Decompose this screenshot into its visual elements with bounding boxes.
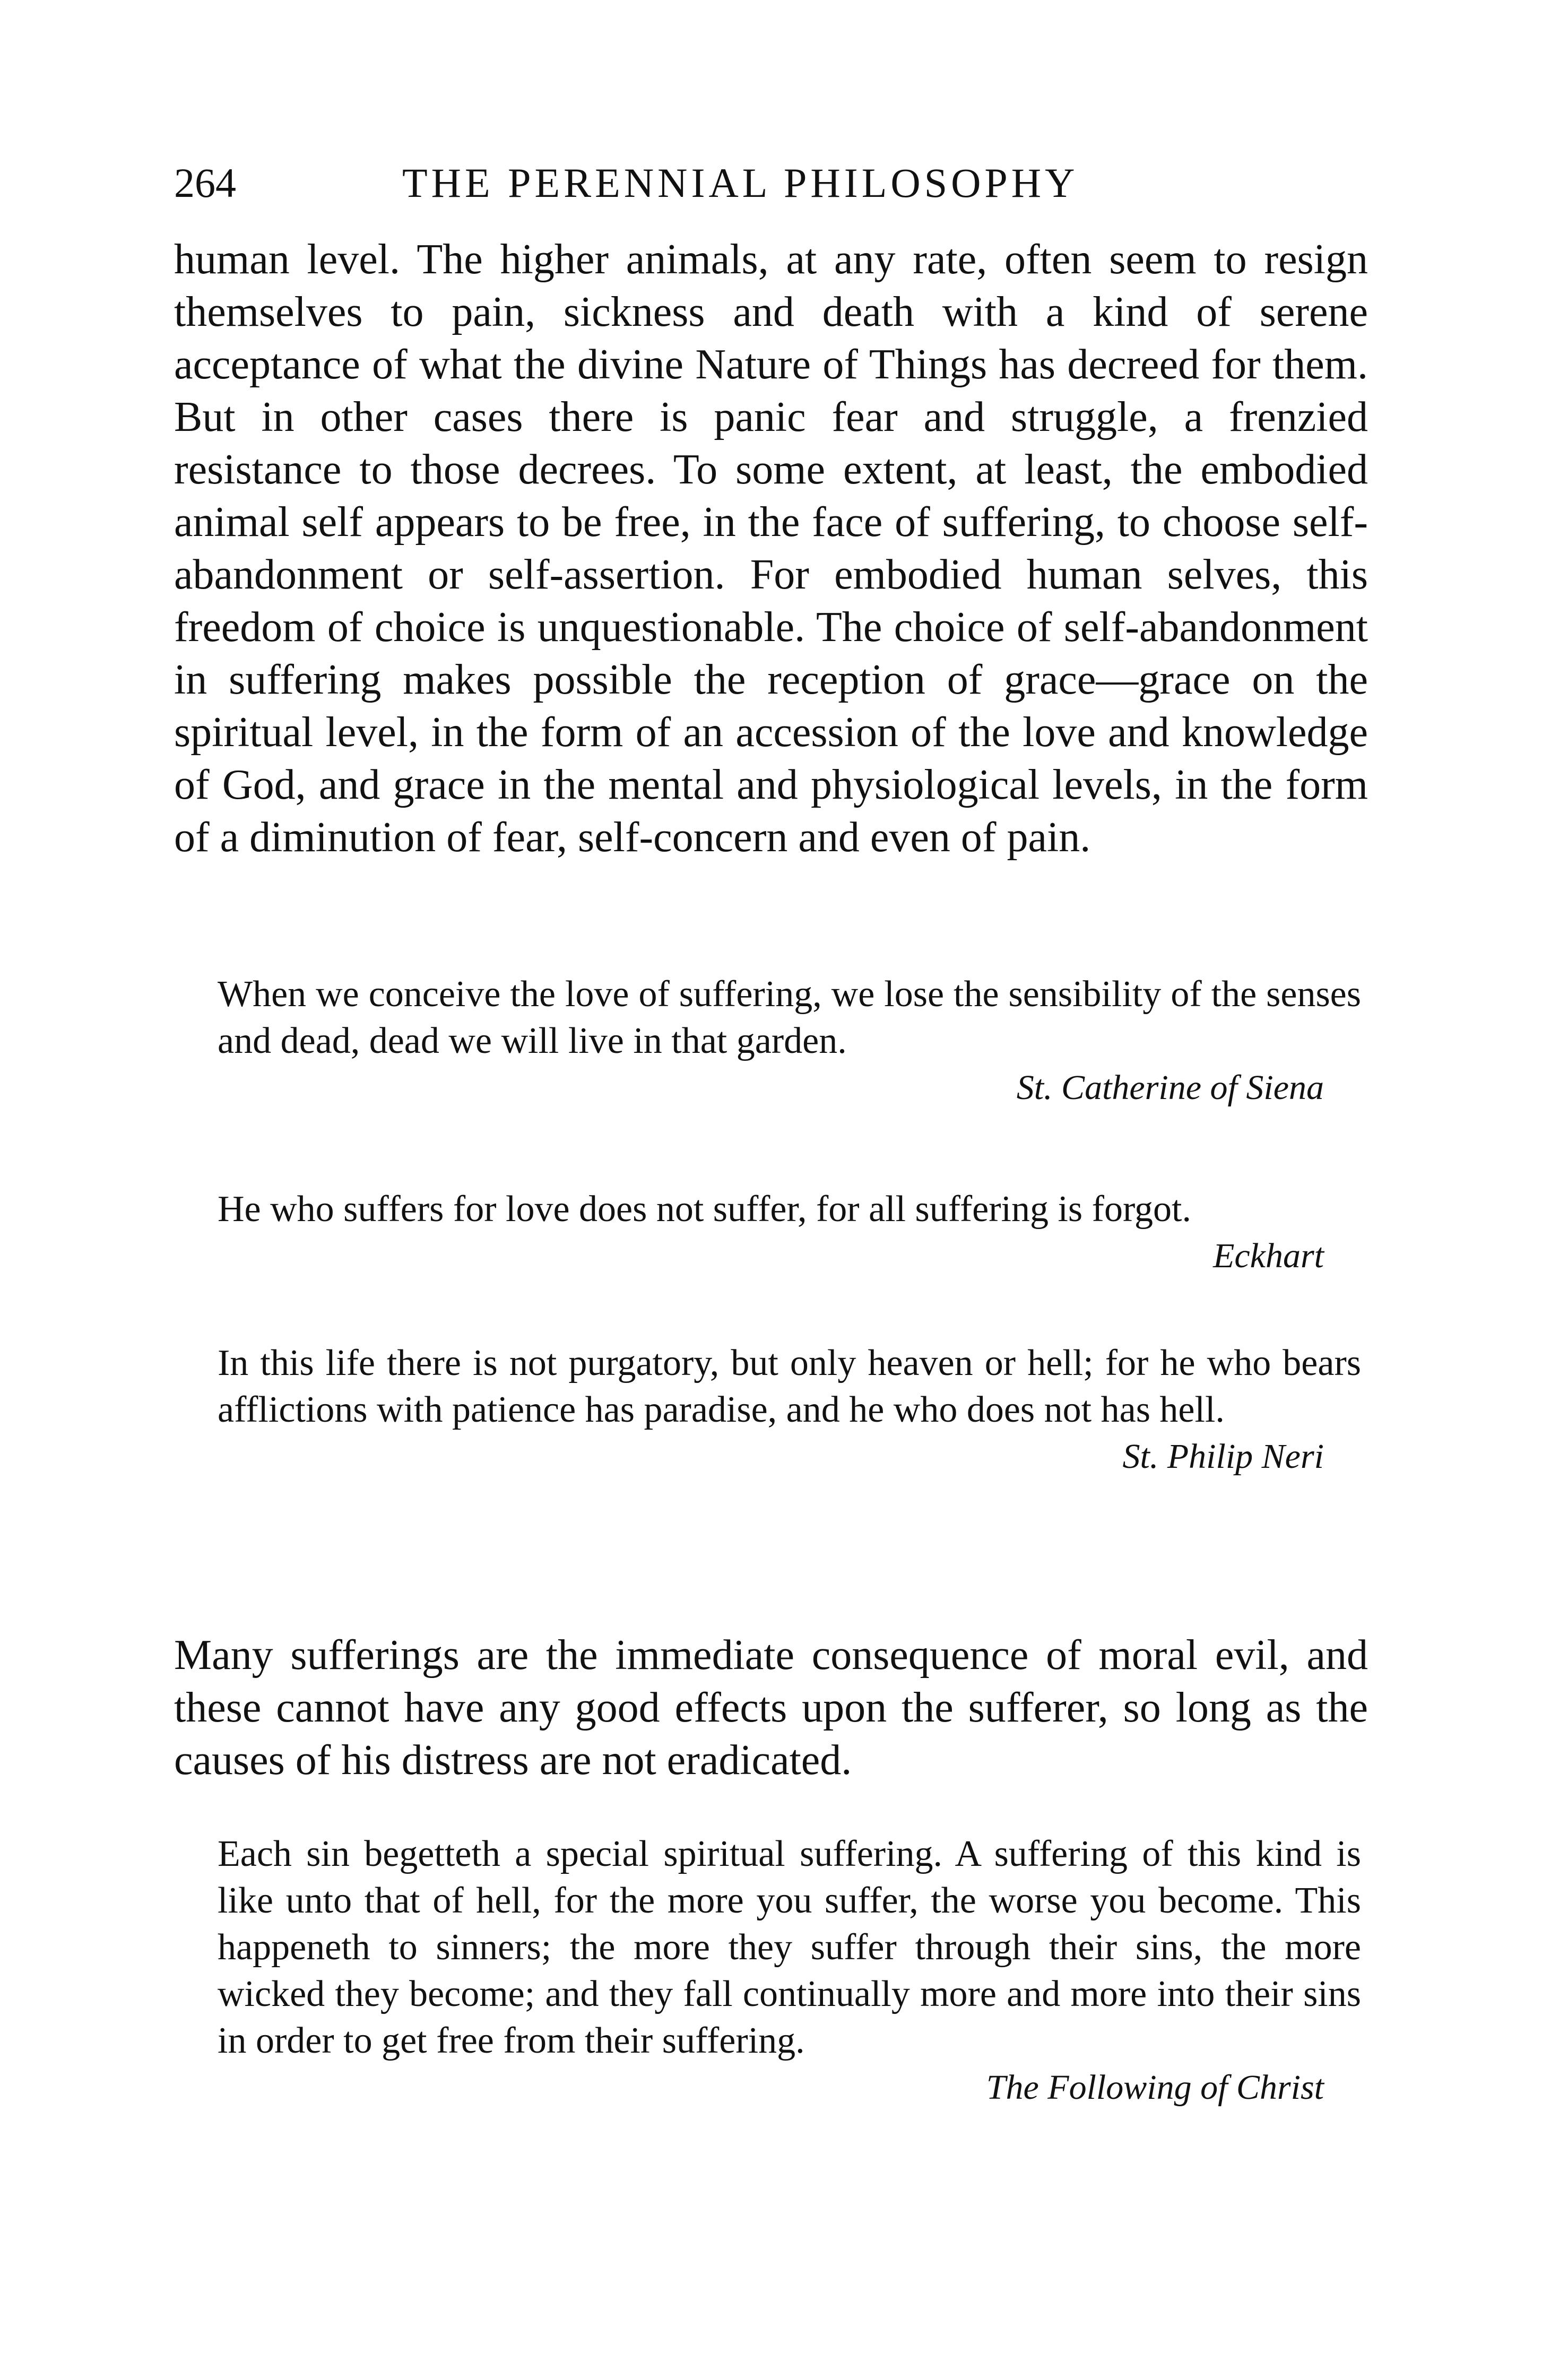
quote-attribution: The Following of Christ [986,2068,1324,2107]
quote-text: When we conceive the love of suffering, we lose the sensibility of the senses and dead, dead we will live in that garden. [218,974,1361,1061]
quote-text: He who suffers for love does not suffer, for all suffering is forgot. [218,1189,1191,1230]
block-quote [218,1186,1361,1279]
quote-text: In this life there is not purgatory, but only heaven or hell; for he who bears afflictions with patience has paradise, and he who does not has hell. [218,1343,1361,1430]
running-head [174,154,1400,212]
quote-attribution: St. Catherine of Siena [1016,1068,1324,1107]
block-quote [218,971,1361,1111]
running-title: THE PERENNIAL PHILOSOPHY [402,160,1079,206]
quote-text: Each sin begetteth a special spiritual suffering. A suffering of this kind is like unto that of hell, for the more you suffer, the worse you become. This happeneth to sinners; the more they suffer through their sins, the more wicked they become; and they fall continually more and more into their sins in order to get free from their suffering. [218,1833,1361,2061]
body-paragraph: human level. The higher animals, at any rate, often seem to resign themselves to pain, sickness and death with a kind of serene acceptance of what the divine Nature of Things has decreed for them. But in other cases there is panic fear and struggle, a frenzied resistance to those decrees. To some extent, at least, the embodied animal self appears to be free, in the face of suffering, to choose self-abandonment or self-assertion. For embodied human selves, this freedom of choice is unquestionable. The choice of self-abandonment in suffering makes possible the reception of grace—grace on the spiritual level, in the form of an accession of the love and knowledge of God, and grace in the mental and physiological levels, in the form of a diminution of fear, self-concern and even of pain. [174,236,1368,861]
quote-attribution: St. Philip Neri [1122,1437,1324,1476]
page-number: 264 [174,160,236,206]
body-paragraph: Many sufferings are the immediate consequence of moral evil, and these cannot have any good effects upon the sufferer, so long as the causes of his distress are not eradicated. [174,1632,1368,1784]
block-quote [218,1831,1361,2111]
quote-attribution: Eckhart [1213,1236,1324,1275]
block-quote [218,1340,1361,1480]
